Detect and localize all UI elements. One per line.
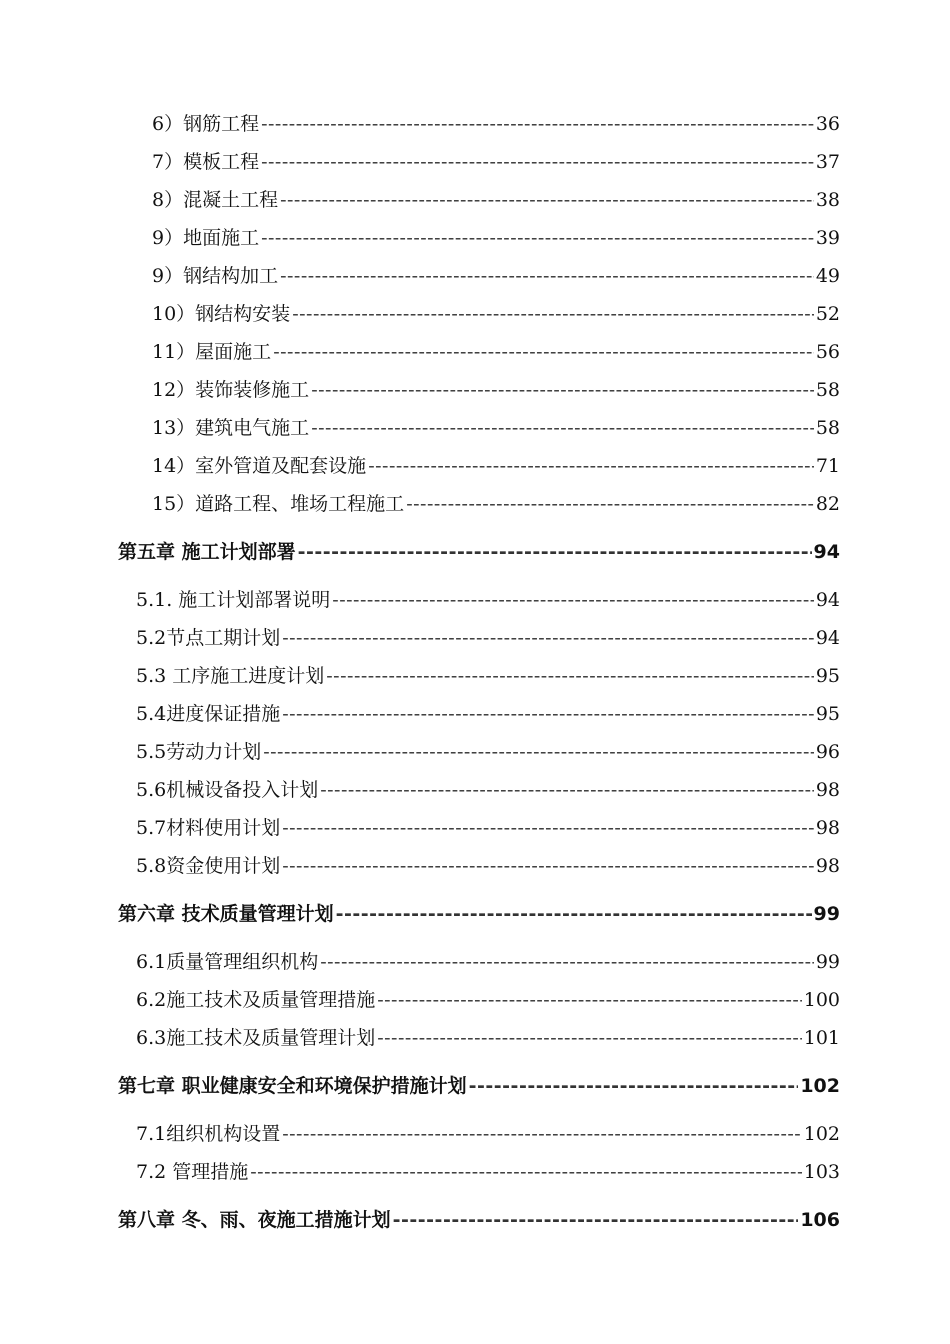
toc-chapter-label: 第五章 施工计划部署: [118, 541, 296, 563]
toc-leader: [320, 947, 814, 977]
toc-chapter[interactable]: [118, 537, 840, 567]
toc-leader: [377, 985, 802, 1015]
toc-entry[interactable]: [152, 185, 840, 215]
toc-page-number: 49: [815, 265, 840, 287]
toc-entry-label: 10）钢结构安装: [152, 303, 291, 325]
toc-chapter-label: 第八章 冬、雨、夜施工措施计划: [118, 1209, 391, 1231]
toc-entry[interactable]: [136, 775, 840, 805]
toc-page-number: 99: [813, 903, 840, 925]
toc-entry-label: 6.1质量管理组织机构: [136, 951, 319, 973]
toc-entry-label: 9）地面施工: [152, 227, 260, 249]
toc-chapter[interactable]: [118, 1071, 840, 1101]
toc-entry-label: 11）屋面施工: [152, 341, 272, 363]
toc-entry-label: 5.8资金使用计划: [136, 855, 281, 877]
toc-entry[interactable]: [152, 223, 840, 253]
toc-leader: [261, 147, 814, 177]
toc-entry[interactable]: [136, 623, 840, 653]
toc-page-number: 101: [803, 1027, 840, 1049]
toc-leader: [368, 451, 814, 481]
toc-leader: [282, 851, 814, 881]
toc-page-number: 58: [815, 379, 840, 401]
toc-leader: [282, 623, 814, 653]
toc-entry-label: 13）建筑电气施工: [152, 417, 310, 439]
toc-entry[interactable]: [136, 1119, 840, 1149]
toc-leader: [320, 775, 814, 805]
toc-page-number: 56: [815, 341, 840, 363]
toc-entry[interactable]: [136, 851, 840, 881]
toc-leader: [298, 537, 812, 567]
toc-entry[interactable]: [152, 261, 840, 291]
toc-page-number: 98: [815, 855, 840, 877]
toc-entry-label: 7.2 管理措施: [136, 1161, 249, 1183]
toc-entry-label: 7.1组织机构设置: [136, 1123, 281, 1145]
toc-entry-label: 14）室外管道及配套设施: [152, 455, 367, 477]
toc-page-number: 106: [800, 1209, 840, 1231]
toc-leader: [332, 585, 814, 615]
toc-chapter[interactable]: [118, 899, 840, 929]
toc-entry[interactable]: [152, 489, 840, 519]
toc-leader: [261, 109, 814, 139]
toc-leader: [336, 899, 812, 929]
toc-leader: [406, 489, 814, 519]
toc-chapter-label: 第六章 技术质量管理计划: [118, 903, 334, 925]
toc-leader: [393, 1205, 799, 1235]
toc-entry-label: 15）道路工程、堆场工程施工: [152, 493, 405, 515]
toc-leader: [280, 185, 814, 215]
toc-entry-label: 5.7材料使用计划: [136, 817, 281, 839]
toc-entry-label: 5.3 工序施工进度计划: [136, 665, 325, 687]
toc-entry-label: 9）钢结构加工: [152, 265, 279, 287]
toc-entry-label: 12）装饰装修施工: [152, 379, 310, 401]
toc-entry[interactable]: [136, 947, 840, 977]
toc-entry[interactable]: [136, 737, 840, 767]
toc-entry[interactable]: [152, 109, 840, 139]
toc-page-number: 37: [815, 151, 840, 173]
toc-entry-label: 6.2施工技术及质量管理措施: [136, 989, 376, 1011]
toc-page-number: 38: [815, 189, 840, 211]
toc-leader: [326, 661, 814, 691]
toc-entry[interactable]: [152, 451, 840, 481]
toc-entry[interactable]: [136, 661, 840, 691]
toc-page-number: 36: [815, 113, 840, 135]
toc-page-number: 102: [800, 1075, 840, 1097]
toc-leader: [261, 223, 814, 253]
toc-page-number: 103: [803, 1161, 840, 1183]
toc-page-number: 94: [813, 541, 840, 563]
toc-page-number: 39: [815, 227, 840, 249]
toc-entry[interactable]: [136, 1023, 840, 1053]
toc-page-number: 94: [815, 627, 840, 649]
toc-leader: [311, 375, 814, 405]
toc-leader: [282, 699, 814, 729]
toc-entry-label: 6.3施工技术及质量管理计划: [136, 1027, 376, 1049]
toc-leader: [282, 813, 814, 843]
toc-entry[interactable]: [136, 985, 840, 1015]
toc-page-number: 95: [815, 703, 840, 725]
toc-leader: [282, 1119, 802, 1149]
toc-page-number: 52: [815, 303, 840, 325]
toc-page-number: 96: [815, 741, 840, 763]
toc-entry-label: 5.4进度保证措施: [136, 703, 281, 725]
toc-entry-label: 6）钢筋工程: [152, 113, 260, 135]
toc-entry[interactable]: [136, 585, 840, 615]
toc-page-number: 95: [815, 665, 840, 687]
toc-entry[interactable]: [152, 375, 840, 405]
toc-entry-label: 7）模板工程: [152, 151, 260, 173]
toc-leader: [250, 1157, 801, 1187]
toc-leader: [311, 413, 814, 443]
toc-page-number: 98: [815, 779, 840, 801]
toc-chapter[interactable]: [118, 1205, 840, 1235]
toc-page-number: 82: [815, 493, 840, 515]
toc-page-number: 102: [803, 1123, 840, 1145]
toc-entry-label: 5.1. 施工计划部署说明: [136, 589, 331, 611]
toc-page-number: 58: [815, 417, 840, 439]
toc-page-number: 94: [815, 589, 840, 611]
toc-entry[interactable]: [152, 337, 840, 367]
toc-page-number: 98: [815, 817, 840, 839]
toc-leader: [469, 1071, 799, 1101]
toc-leader: [280, 261, 814, 291]
toc-leader: [263, 737, 814, 767]
toc-page-number: 99: [815, 951, 840, 973]
toc-entry[interactable]: [136, 1157, 840, 1187]
toc-chapter-label: 第七章 职业健康安全和环境保护措施计划: [118, 1075, 467, 1097]
toc-entry[interactable]: [136, 813, 840, 843]
toc-entry[interactable]: [152, 147, 840, 177]
toc-entry[interactable]: [152, 413, 840, 443]
toc-entry-label: 5.6机械设备投入计划: [136, 779, 319, 801]
toc-entry[interactable]: [152, 299, 840, 329]
toc-entry-label: 5.5劳动力计划: [136, 741, 262, 763]
toc-leader: [377, 1023, 802, 1053]
toc-page-number: 100: [803, 989, 840, 1011]
toc-page-number: 71: [815, 455, 840, 477]
toc-entry-label: 8）混凝土工程: [152, 189, 279, 211]
toc-entry-label: 5.2节点工期计划: [136, 627, 281, 649]
toc-leader: [273, 337, 814, 367]
toc-leader: [292, 299, 814, 329]
toc-entry[interactable]: [136, 699, 840, 729]
